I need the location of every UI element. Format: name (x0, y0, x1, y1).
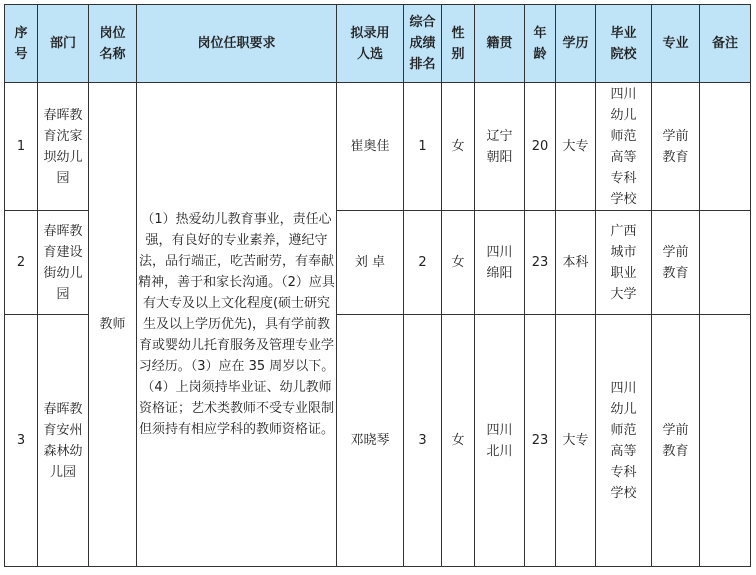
cell-rank: 1 (404, 83, 442, 211)
cell-origin: 四川北川 (475, 315, 525, 567)
cell-age: 23 (525, 211, 556, 315)
header-note: 备注 (700, 5, 751, 83)
cell-hire: 崔奥佳 (337, 83, 404, 211)
cell-dept: 春晖教育安州森林幼儿园 (38, 315, 89, 567)
header-hire: 拟录用人选 (337, 5, 404, 83)
cell-origin: 四川绵阳 (475, 211, 525, 315)
header-rank: 综合成绩排名 (404, 5, 442, 83)
cell-major: 学前教育 (652, 83, 700, 211)
cell-seq: 3 (5, 315, 38, 567)
header-requirements: 岗位任职要求 (137, 5, 337, 83)
cell-hire: 邓晓琴 (337, 315, 404, 567)
header-dept: 部门 (38, 5, 89, 83)
header-origin: 籍贯 (475, 5, 525, 83)
cell-dept: 春晖教育沈家坝幼儿园 (38, 83, 89, 211)
cell-school: 四川幼儿师范高等专科学校 (596, 315, 652, 567)
cell-note (700, 83, 751, 211)
cell-origin: 辽宁朝阳 (475, 83, 525, 211)
cell-edu: 大专 (556, 315, 596, 567)
header-post: 岗位名称 (89, 5, 137, 83)
cell-hire: 刘 卓 (337, 211, 404, 315)
cell-major: 学前教育 (652, 315, 700, 567)
cell-post-name: 教师 (89, 83, 137, 567)
header-edu: 学历 (556, 5, 596, 83)
header-row (5, 5, 751, 83)
cell-note (700, 315, 751, 567)
header-seq: 序号 (5, 5, 38, 83)
hiring-table (4, 4, 751, 567)
cell-edu: 本科 (556, 211, 596, 315)
cell-seq: 2 (5, 211, 38, 315)
cell-note (700, 211, 751, 315)
cell-major: 学前教育 (652, 211, 700, 315)
cell-dept: 春晖教育建设街幼儿园 (38, 211, 89, 315)
cell-school: 四川幼儿师范高等专科学校 (596, 83, 652, 211)
cell-sex: 女 (442, 211, 475, 315)
header-age: 年龄 (525, 5, 556, 83)
cell-edu: 大专 (556, 83, 596, 211)
cell-rank: 3 (404, 315, 442, 567)
cell-requirements: （1）热爱幼儿教育事业，责任心强，有良好的专业素养，遵纪守法，品行端正，吃苦耐劳，有奉献精神，善于和家长沟通。（2）应具有大专及以上文化程度(硕士研究生及以上学历优先)，具有学前教育或婴幼儿托育服务及管理专业学习经历。（3）应在 35 周岁以下。（4）上岗须持毕业证、幼儿教师资格证；艺术类教师不受专业限制但须持有相应学科的教师资格证。 (137, 83, 337, 567)
table-row (5, 83, 751, 211)
header-major: 专业 (652, 5, 700, 83)
cell-sex: 女 (442, 315, 475, 567)
header-school: 毕业院校 (596, 5, 652, 83)
cell-seq: 1 (5, 83, 38, 211)
header-sex: 性别 (442, 5, 475, 83)
cell-school: 广西城市职业大学 (596, 211, 652, 315)
cell-age: 23 (525, 315, 556, 567)
cell-rank: 2 (404, 211, 442, 315)
cell-age: 20 (525, 83, 556, 211)
cell-sex: 女 (442, 83, 475, 211)
